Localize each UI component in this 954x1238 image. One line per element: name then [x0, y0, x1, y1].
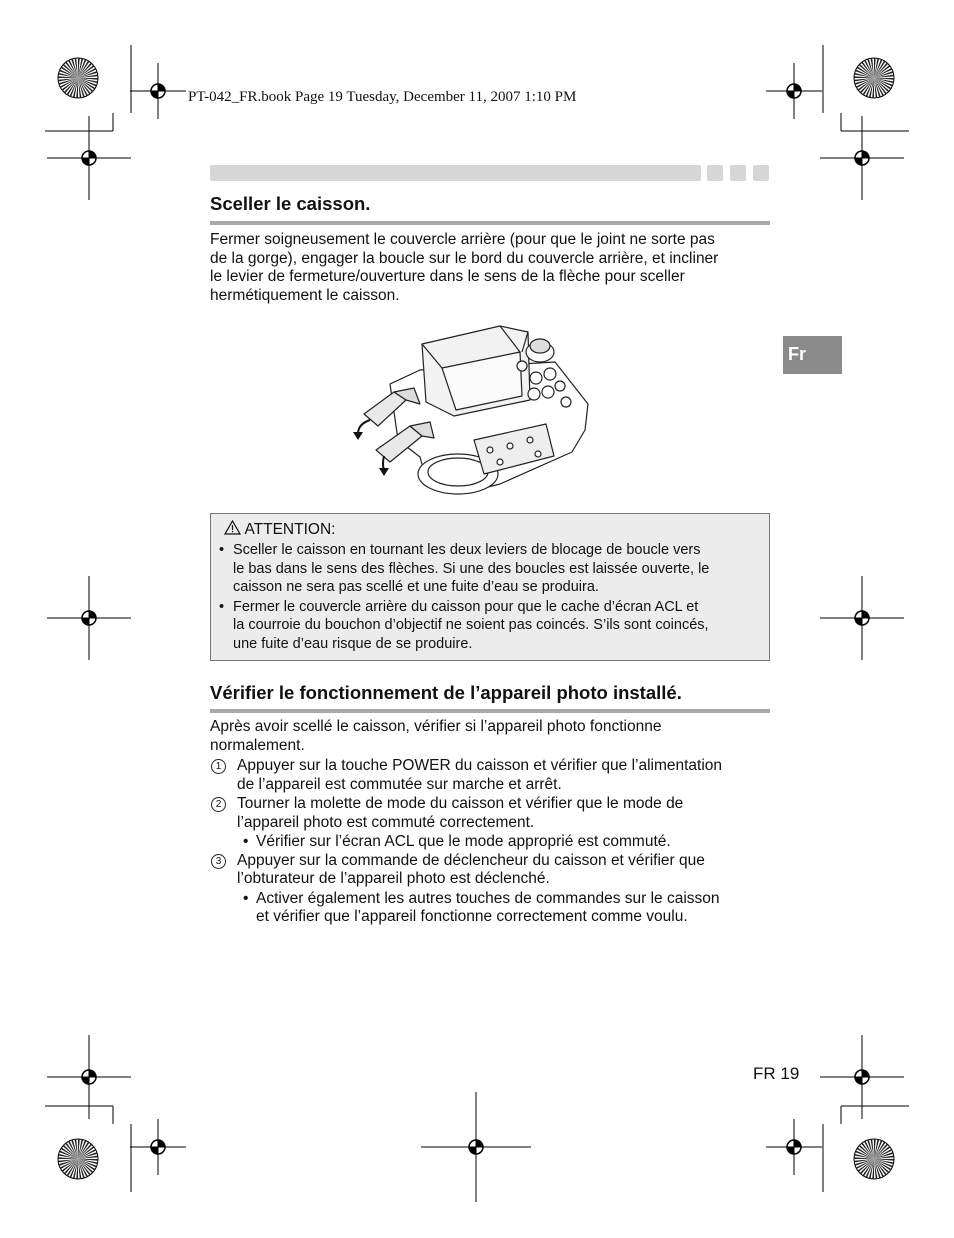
registration-fill	[158, 1140, 165, 1147]
registration-fill	[855, 158, 862, 165]
step-number: 3	[211, 854, 226, 869]
registration-fill	[862, 1070, 869, 1077]
registration-fill	[794, 1140, 801, 1147]
step-line: Appuyer sur la commande de déclencheur du caisson et vérifier que	[237, 851, 705, 869]
step-line: Appuyer sur la touche POWER du caisson et vérifier que l’alimentation	[237, 757, 723, 774]
subitem-line: et vérifier que l’appareil fonctionne correctement comme voulu.	[256, 908, 688, 925]
attention-list	[219, 541, 759, 654]
attention-line: le bas dans le sens des flèches. Si une des boucles est laissée ouverte, le	[233, 560, 710, 577]
registration-fill	[794, 84, 801, 91]
attention-item: • Fermer le couvercle arrière du caisson pour que le cache d’écran ACL et la courroie du bouchon d’objectif ne soient pas coincés. S’ils sont coincés, une fuite d’eau risque de se produire.	[219, 598, 759, 654]
section-title-verify: Vérifier le fonctionnement de l’appareil photo installé.	[210, 682, 682, 703]
registration-fill	[151, 91, 158, 98]
step-subitem: • Vérifier sur l’écran ACL que le mode approprié est commuté.	[210, 833, 770, 852]
registration-fill	[855, 1077, 862, 1084]
step-line: Tourner la molette de mode du caisson et vérifier que le mode de	[237, 795, 684, 812]
paragraph-line: Fermer soigneusement le couvercle arrière (pour que le joint ne sorte pas	[210, 231, 715, 248]
attention-line: Sceller le caisson en tournant les deux leviers de blocage de boucle vers	[233, 542, 701, 558]
paragraph-line: hermétiquement le caisson.	[210, 286, 400, 304]
language-tab: Fr	[783, 336, 842, 374]
attention-box	[210, 513, 770, 661]
step-number: 2	[211, 797, 226, 812]
paragraph-line: Après avoir scellé le caisson, vérifier si l’appareil photo fonctionne	[210, 718, 662, 735]
registration-fill	[89, 151, 96, 158]
registration-fill	[82, 158, 89, 165]
registration-fill	[855, 618, 862, 625]
step-line: l’appareil photo est commuté correctement.	[237, 813, 535, 831]
attention-title: ATTENTION:	[244, 521, 336, 538]
attention-line: la courroie du bouchon d’objectif ne soient pas coincés. S’ils sont coincés,	[233, 617, 709, 633]
paragraph-line: le levier de fermeture/ouverture dans le sens de la flèche pour sceller	[210, 268, 685, 285]
registration-fill	[82, 1077, 89, 1084]
step-line: de l’appareil est commutée sur marche et arrêt.	[237, 775, 562, 793]
registration-fill	[476, 1140, 483, 1147]
step-item	[210, 852, 770, 889]
step-item	[210, 795, 770, 832]
attention-line: une fuite d’eau risque de se produire.	[233, 635, 473, 652]
step-item	[210, 757, 770, 794]
subitem-line: Vérifier sur l’écran ACL que le mode approprié est commuté.	[256, 833, 671, 850]
registration-fill	[862, 151, 869, 158]
subitem-line: Activer également les autres touches de commandes sur le caisson	[256, 889, 720, 907]
registration-fill	[787, 91, 794, 98]
header-square	[730, 165, 746, 181]
registration-fill	[469, 1147, 476, 1154]
attention-heading	[224, 520, 335, 539]
registration-fill	[862, 611, 869, 618]
book-header-line: PT-042_FR.book Page 19 Tuesday, December 11, 2007 1:10 PM	[188, 89, 577, 105]
step-line: l’obturateur de l’appareil photo est déclenché.	[237, 870, 550, 887]
attention-line: Fermer le couvercle arrière du caisson pour que le cache d’écran ACL et	[233, 598, 699, 615]
registration-fill	[89, 1070, 96, 1077]
paragraph-line: normalement.	[210, 736, 305, 754]
registration-fill	[158, 84, 165, 91]
paragraph-line: de la gorge), engager la boucle sur le bord du couvercle arrière, et incliner	[210, 249, 719, 267]
header-square	[707, 165, 723, 181]
seal-instructions	[210, 231, 770, 305]
section-rule	[210, 709, 770, 713]
verify-intro	[210, 718, 770, 755]
registration-fill	[787, 1147, 794, 1154]
attention-item: • Sceller le caisson en tournant les deux leviers de blocage de boucle vers le bas dans le sens des flèches. Si une des boucles est laissée ouverte, le caisson ne sera pas scellé et une fuite d’eau se produira.	[219, 541, 759, 597]
registration-fill	[82, 618, 89, 625]
registration-fill	[151, 1147, 158, 1154]
page-number: FR 19	[753, 1064, 800, 1083]
header-bar	[210, 165, 701, 181]
registration-fill	[89, 611, 96, 618]
section-title-seal: Sceller le caisson.	[210, 193, 371, 214]
section-rule	[210, 221, 770, 225]
step-number: 1	[211, 759, 226, 774]
verify-steps	[210, 757, 770, 927]
warning-triangle-icon	[224, 520, 241, 535]
attention-line: caisson ne sera pas scellé et une fuite d’eau se produira.	[233, 579, 599, 595]
step-subitem: • Activer également les autres touches de commandes sur le caisson et vérifier que l’appareil fonctionne correctement comme voulu.	[210, 890, 770, 927]
housing-illustration	[350, 322, 600, 500]
header-square	[753, 165, 769, 181]
